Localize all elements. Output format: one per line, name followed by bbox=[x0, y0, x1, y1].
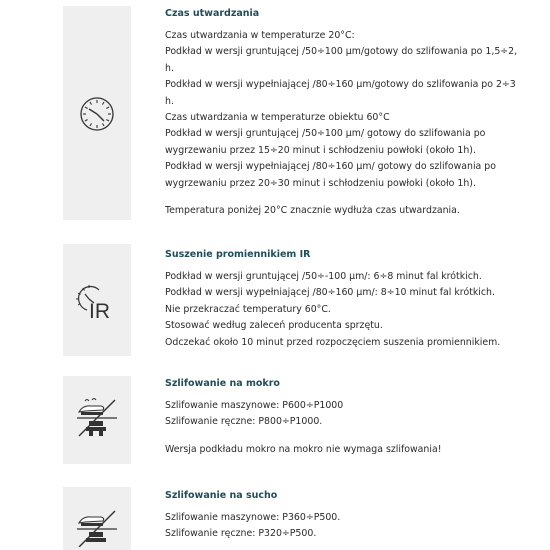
text-line: Podkład w wersji wypełniającej /80÷160 μm/ gotowy do szlifowania po bbox=[165, 161, 496, 173]
icon-panel bbox=[63, 487, 131, 550]
clock-icon bbox=[77, 94, 117, 134]
text-line: Szlifowanie maszynowe: P600÷P1000 bbox=[165, 400, 344, 411]
section-title: Czas utwardzania bbox=[165, 8, 260, 19]
section-text bbox=[165, 28, 517, 219]
text-line: h. bbox=[165, 95, 174, 107]
text-line: Podkład w wersji gruntującej /50÷-100 μm/: 6÷8 minut fal krótkich. bbox=[165, 271, 482, 282]
text-line: Podkład w wersji gruntującej /50÷100 μm/ gotowy do szlifowania po bbox=[165, 128, 486, 140]
section-text bbox=[165, 510, 340, 543]
infrared-lamp-icon bbox=[75, 282, 119, 322]
icon-panel bbox=[63, 244, 131, 356]
text-line: Stosować według zaleceń producenta sprzętu. bbox=[165, 320, 383, 332]
text-line: Podkład w wersji wypełniającej /80÷160 μm/gotowy do szlifowania po 2÷3 bbox=[165, 79, 516, 91]
text-line: Szlifowanie ręczne: P800÷P1000. bbox=[165, 416, 323, 428]
icon-panel bbox=[63, 376, 131, 464]
section-text bbox=[165, 398, 441, 458]
text-line: Szlifowanie maszynowe: P360÷P500. bbox=[165, 512, 341, 523]
section-title: Szlifowanie na sucho bbox=[165, 490, 278, 501]
text-line: Podkład w wersji wypełniającej /80÷160 μm/: 8÷10 minut fal krótkich. bbox=[165, 287, 495, 299]
ir-label: IR bbox=[89, 300, 110, 322]
text-line: wygrzewaniu przez 20÷30 minut i schłodzeniu powłoki (około 1h). bbox=[165, 177, 476, 189]
dry-sanding-icon bbox=[75, 507, 119, 547]
text-line: h. bbox=[165, 62, 174, 74]
icon-panel bbox=[63, 6, 131, 220]
text-line: Czas utwardzania w temperaturze obiektu 60°C bbox=[165, 111, 390, 123]
text-line: Szlifowanie ręczne: P320÷P500. bbox=[165, 528, 317, 540]
section-text bbox=[165, 269, 500, 351]
wet-sanding-icon bbox=[75, 396, 119, 438]
text-line: Wersja podkładu mokro na mokro nie wymaga szlifowania! bbox=[165, 443, 442, 455]
text-line: Czas utwardzania w temperaturze 20°C: bbox=[165, 30, 355, 41]
text-line bbox=[165, 431, 441, 442]
text-line: wygrzewaniu przez 15÷20 minut i schłodzeniu powłoki (około 1h). bbox=[165, 144, 476, 156]
text-line: Temperatura poniżej 20°C znacznie wydłuża czas utwardzania. bbox=[165, 204, 460, 216]
section-title: Suszenie promiennikiem IR bbox=[165, 249, 311, 260]
text-line: Podkład w wersji gruntującej /50÷100 μm/gotowy do szlifowania po 1,5÷2, bbox=[165, 46, 518, 58]
text-line: Nie przekraczać temperatury 60°C. bbox=[165, 303, 331, 315]
text-line: Odczekać około 10 minut przed rozpoczęciem suszenia promiennikiem. bbox=[165, 336, 501, 348]
text-line bbox=[165, 192, 517, 203]
section-title: Szlifowanie na mokro bbox=[165, 378, 280, 389]
